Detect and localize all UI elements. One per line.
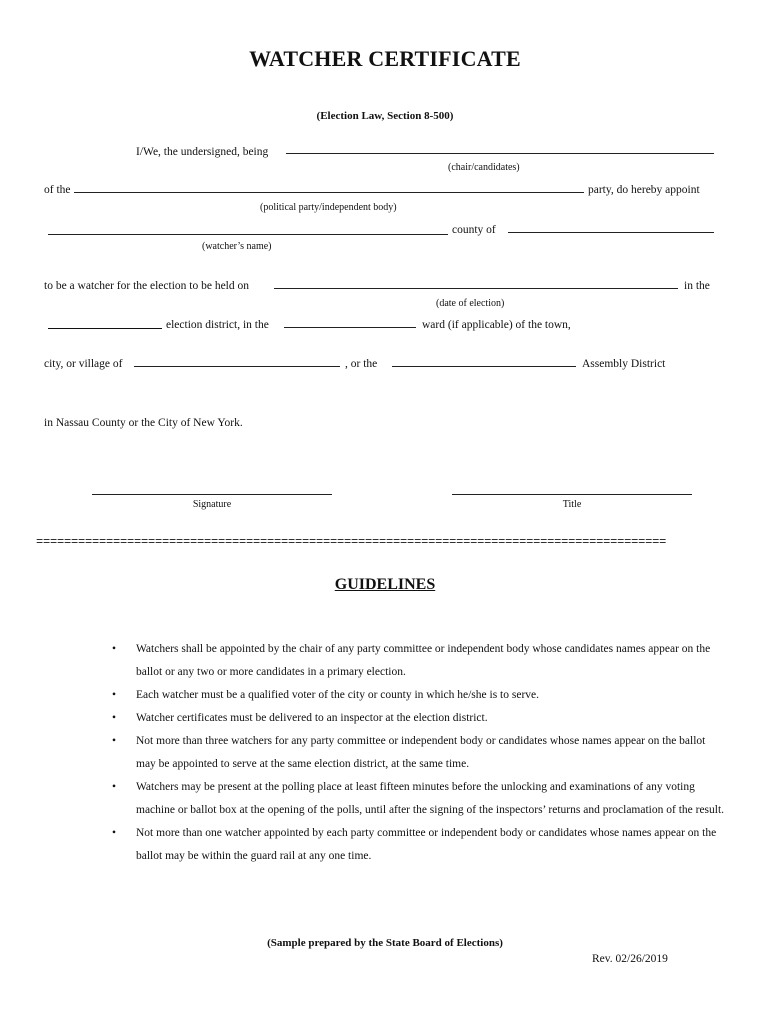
nassau-county-text: in Nassau County or the City of New York.	[44, 417, 243, 429]
document-subtitle: (Election Law, Section 8-500)	[316, 110, 454, 122]
county-of-label: county of	[452, 224, 496, 236]
signature-field[interactable]	[92, 494, 332, 495]
guideline-text: Not more than three watchers for any party committee or independent body or candidates whose names appear on the ballot may be appointed to serve at the same election district, at the same time.	[136, 735, 706, 770]
city-village-label: city, or village of	[44, 358, 123, 370]
election-district-field[interactable]	[48, 328, 162, 329]
or-the-label: , or the	[345, 358, 378, 370]
undersigned-label: I/We, the undersigned, being	[136, 146, 269, 158]
guidelines-list	[108, 638, 728, 868]
revision-date: Rev. 02/26/2019	[592, 953, 668, 965]
political-party-field[interactable]	[74, 192, 584, 193]
of-the-label: of the	[44, 184, 71, 196]
section-divider: ==========================================================================================	[36, 537, 667, 547]
guideline-text: Watcher certificates must be delivered to an inspector at the election district.	[136, 712, 488, 724]
title-field[interactable]	[452, 494, 692, 495]
date-caption: (date of election)	[436, 298, 505, 309]
signature-label: Signature	[192, 499, 232, 510]
watcher-caption: (watcher’s name)	[202, 241, 272, 252]
guideline-text: Not more than one watcher appointed by each party committee or independent body or candidates whose names appear on the ballot may be within the guard rail at any one time.	[136, 827, 717, 862]
sample-note: (Sample prepared by the State Board of Elections)	[267, 937, 503, 949]
guideline-text: Watchers may be present at the polling place at least fifteen minutes before the unlocking and examinations of any voting machine or ballot box at the opening of the polls, until after the signing of the inspectors’ returns and proclamation of the result.	[136, 781, 725, 816]
party-caption: (political party/independent body)	[260, 202, 397, 213]
assembly-district-field[interactable]	[392, 366, 576, 367]
list-item	[108, 730, 728, 776]
bullet-icon: •	[112, 735, 117, 747]
city-village-field[interactable]	[134, 366, 340, 367]
bullet-icon: •	[112, 689, 117, 701]
election-date-field[interactable]	[274, 288, 678, 289]
guidelines-heading: GUIDELINES	[334, 576, 436, 593]
list-item	[108, 707, 728, 730]
assembly-district-label: Assembly District	[582, 358, 666, 370]
list-item	[108, 822, 728, 868]
election-held-label: to be a watcher for the election to be held on	[44, 280, 250, 292]
chair-caption: (chair/candidates)	[448, 162, 520, 173]
in-the-label: in the	[684, 280, 710, 292]
watcher-name-field[interactable]	[48, 234, 448, 235]
guideline-text: Watchers shall be appointed by the chair of any party committee or independent body whose candidates names appear on the ballot or any two or more candidates in a primary election.	[136, 643, 711, 678]
bullet-icon: •	[112, 712, 117, 724]
election-district-label: election district, in the	[166, 319, 269, 331]
bullet-icon: •	[112, 781, 117, 793]
ward-town-label: ward (if applicable) of the town,	[422, 319, 571, 331]
chair-candidates-field[interactable]	[286, 153, 714, 154]
ward-field[interactable]	[284, 327, 416, 328]
list-item	[108, 776, 728, 822]
bullet-icon: •	[112, 643, 117, 655]
party-appoint-label: party, do hereby appoint	[588, 184, 700, 196]
title-label: Title	[562, 499, 582, 510]
list-item	[108, 684, 728, 707]
document-title: WATCHER CERTIFICATE	[249, 46, 521, 71]
guideline-text: Each watcher must be a qualified voter of the city or county in which he/she is to serve.	[136, 689, 540, 701]
bullet-icon: •	[112, 827, 117, 839]
county-field[interactable]	[508, 232, 714, 233]
list-item	[108, 638, 728, 684]
